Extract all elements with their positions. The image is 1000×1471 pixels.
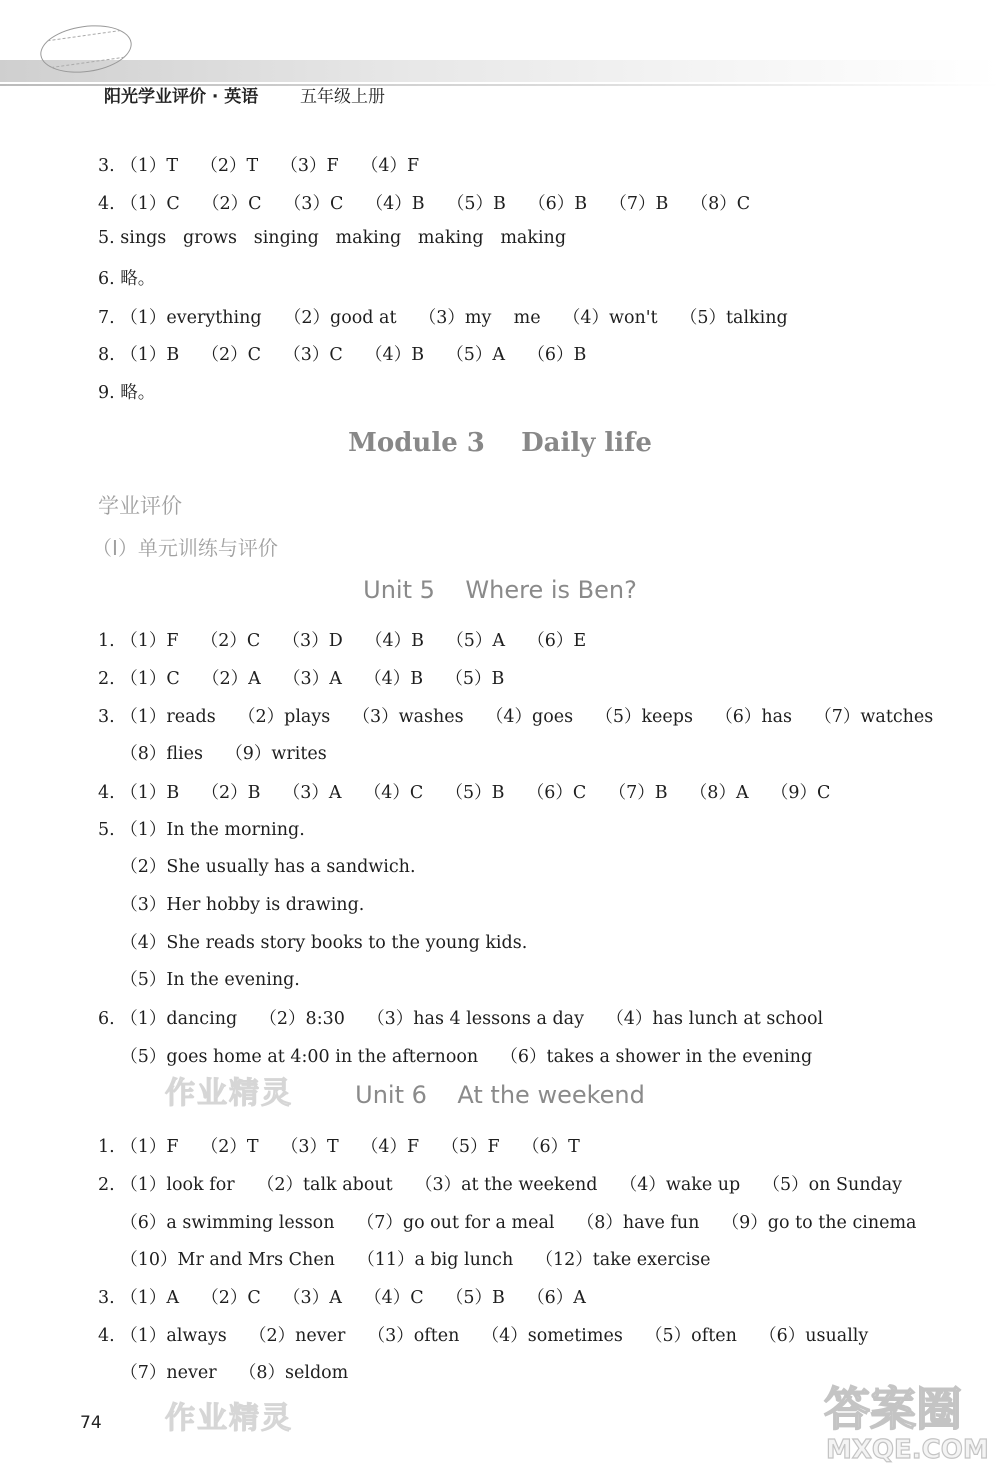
answer-line: 3. （1）reads （2）plays （3）washes （4）goes （5）keeps （6）has （7）watches [98, 707, 934, 727]
unit5-title: Unit 5 Where is Ben? [363, 576, 637, 604]
subsection-label: （Ⅰ）单元训练与评价 [92, 536, 278, 560]
grade-label: 五年级上册 [300, 87, 385, 107]
book-title: 阳光学业评价 · 英语 [104, 87, 259, 107]
answer-line: （5）In the evening. [98, 970, 300, 990]
answer-line: 4. （1）always （2）never （3）often （4）sometimes （5）often （6）usually [98, 1326, 869, 1346]
answer-line: 3. （1）A （2）C （3）A （4）C （5）B （6）A [98, 1288, 586, 1308]
page-number: 74 [80, 1413, 102, 1433]
answer-line: （10）Mr and Mrs Chen （11）a big lunch （12）take exercise [98, 1250, 711, 1270]
answer-line: （5）goes home at 4:00 in the afternoon （6）takes a shower in the evening [98, 1047, 813, 1067]
answer-line: 5. sings grows singing making making making [98, 228, 567, 248]
answer-line: 6. 略。 [98, 269, 156, 289]
answer-line: （4）She reads story books to the young kids. [98, 933, 528, 953]
unit6-title: Unit 6 At the weekend [355, 1081, 645, 1109]
answer-line: 6. （1）dancing （2）8:30 （3）has 4 lessons a day （4）has lunch at school [98, 1009, 824, 1029]
answer-line: （8）flies （9）writes [98, 744, 327, 764]
corner-watermark-bottom: MXQE.COM [826, 1435, 989, 1465]
answer-line: （7）never （8）seldom [98, 1363, 349, 1383]
answer-line: 5. （1）In the morning. [98, 820, 305, 840]
corner-watermark-top: 答案圈 [824, 1382, 962, 1436]
answer-line: 7. （1）everything （2）good at （3）my me （4）won't （5）talking [98, 308, 788, 328]
answer-line: 2. （1）look for （2）talk about （3）at the weekend （4）wake up （5）on Sunday [98, 1175, 903, 1195]
watermark-text: 作业精灵 [165, 1076, 293, 1111]
module-title: Module 3 Daily life [348, 428, 652, 458]
answer-line: （2）She usually has a sandwich. [98, 857, 416, 877]
answer-line: 4. （1）C （2）C （3）C （4）B （5）B （6）B （7）B （8）C [98, 194, 751, 214]
answer-line: 1. （1）F （2）T （3）T （4）F （5）F （6）T [98, 1137, 580, 1157]
watermark-text: 作业精灵 [165, 1401, 293, 1436]
answer-line: 2. （1）C （2）A （3）A （4）B （5）B [98, 669, 505, 689]
section-label: 学业评价 [98, 494, 182, 518]
answer-line: 8. （1）B （2）C （3）C （4）B （5）A （6）B [98, 345, 587, 365]
answer-line: （6）a swimming lesson （7）go out for a meal （8）have fun （9）go to the cinema [98, 1213, 917, 1233]
header-gradient-bar [0, 60, 1000, 82]
answer-line: 1. （1）F （2）C （3）D （4）B （5）A （6）E [98, 631, 587, 651]
answer-line: 3. （1）T （2）T （3）F （4）F [98, 156, 420, 176]
answer-line: 4. （1）B （2）B （3）A （4）C （5）B （6）C （7）B （8）A （9）C [98, 783, 831, 803]
answer-line: 9. 略。 [98, 383, 156, 403]
answer-line: （3）Her hobby is drawing. [98, 895, 365, 915]
corner-watermark-logo [818, 1370, 993, 1465]
